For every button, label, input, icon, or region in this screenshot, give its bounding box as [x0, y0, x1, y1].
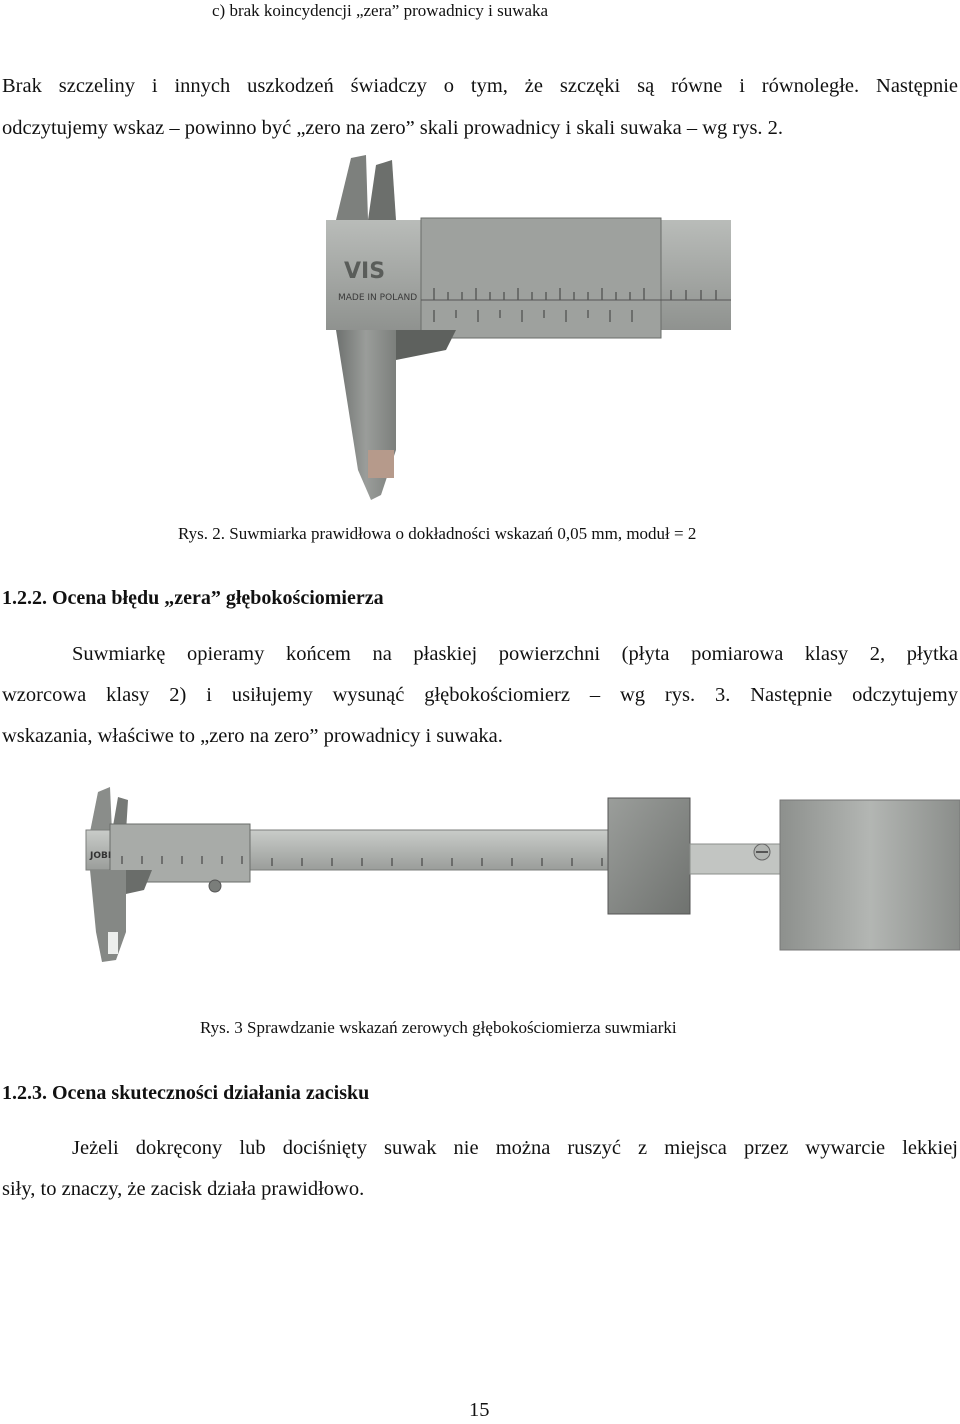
section-122-heading: 1.2.2. Ocena błędu „zera” głębokościomierza [2, 587, 384, 609]
figure3-depth-gauge-photo [82, 782, 960, 967]
section-123-line-2: siły, to znaczy, że zacisk działa prawidłowo. [2, 1178, 365, 1200]
section-122-line-3: wskazania, właściwe to „zero na zero” prowadnicy i suwaka. [2, 725, 503, 747]
figure2-brand: VIS [344, 259, 386, 284]
figure3-brand: JOBI [90, 851, 112, 861]
section-122-line-1: Suwmiarkę opieramy końcem na płaskiej powierzchni (płyta pomiarowa klasy 2, płytka [72, 643, 958, 665]
figure3-caption: Rys. 3 Sprawdzanie wskazań zerowych głębokościomierza suwmiarki [200, 1018, 677, 1037]
section-122-line-2: wzorcowa klasy 2) i usiłujemy wysunąć głębokościomierz – wg rys. 3. Następnie odczytujemy [2, 684, 958, 706]
paragraph-1-line-2: odczytujemy wskaz – powinno być „zero na zero” skali prowadnicy i skali suwaka – wg rys. 2. [2, 117, 784, 139]
section-123-line-1: Jeżeli dokręcony lub dociśnięty suwak nie można ruszyć z miejsca przez wywarcie lekkiej [72, 1137, 958, 1159]
section-123-heading: 1.2.3. Ocena skuteczności działania zacisku [2, 1082, 370, 1104]
figure2-caliper-photo [326, 150, 731, 510]
paragraph-1-line-1: Brak szczeliny i innych uszkodzeń świadczy o tym, że szczęki są równe i równoległe. Następnie [2, 75, 958, 97]
figure2-caption: Rys. 2. Suwmiarka prawidłowa o dokładności wskazań 0,05 mm, moduł = 2 [178, 524, 697, 543]
page-number: 15 [469, 1399, 490, 1421]
figure1-caption: c) brak koincydencji „zera” prowadnicy i suwaka [212, 1, 549, 20]
figure2-made-in: MADE IN POLAND [338, 293, 418, 303]
